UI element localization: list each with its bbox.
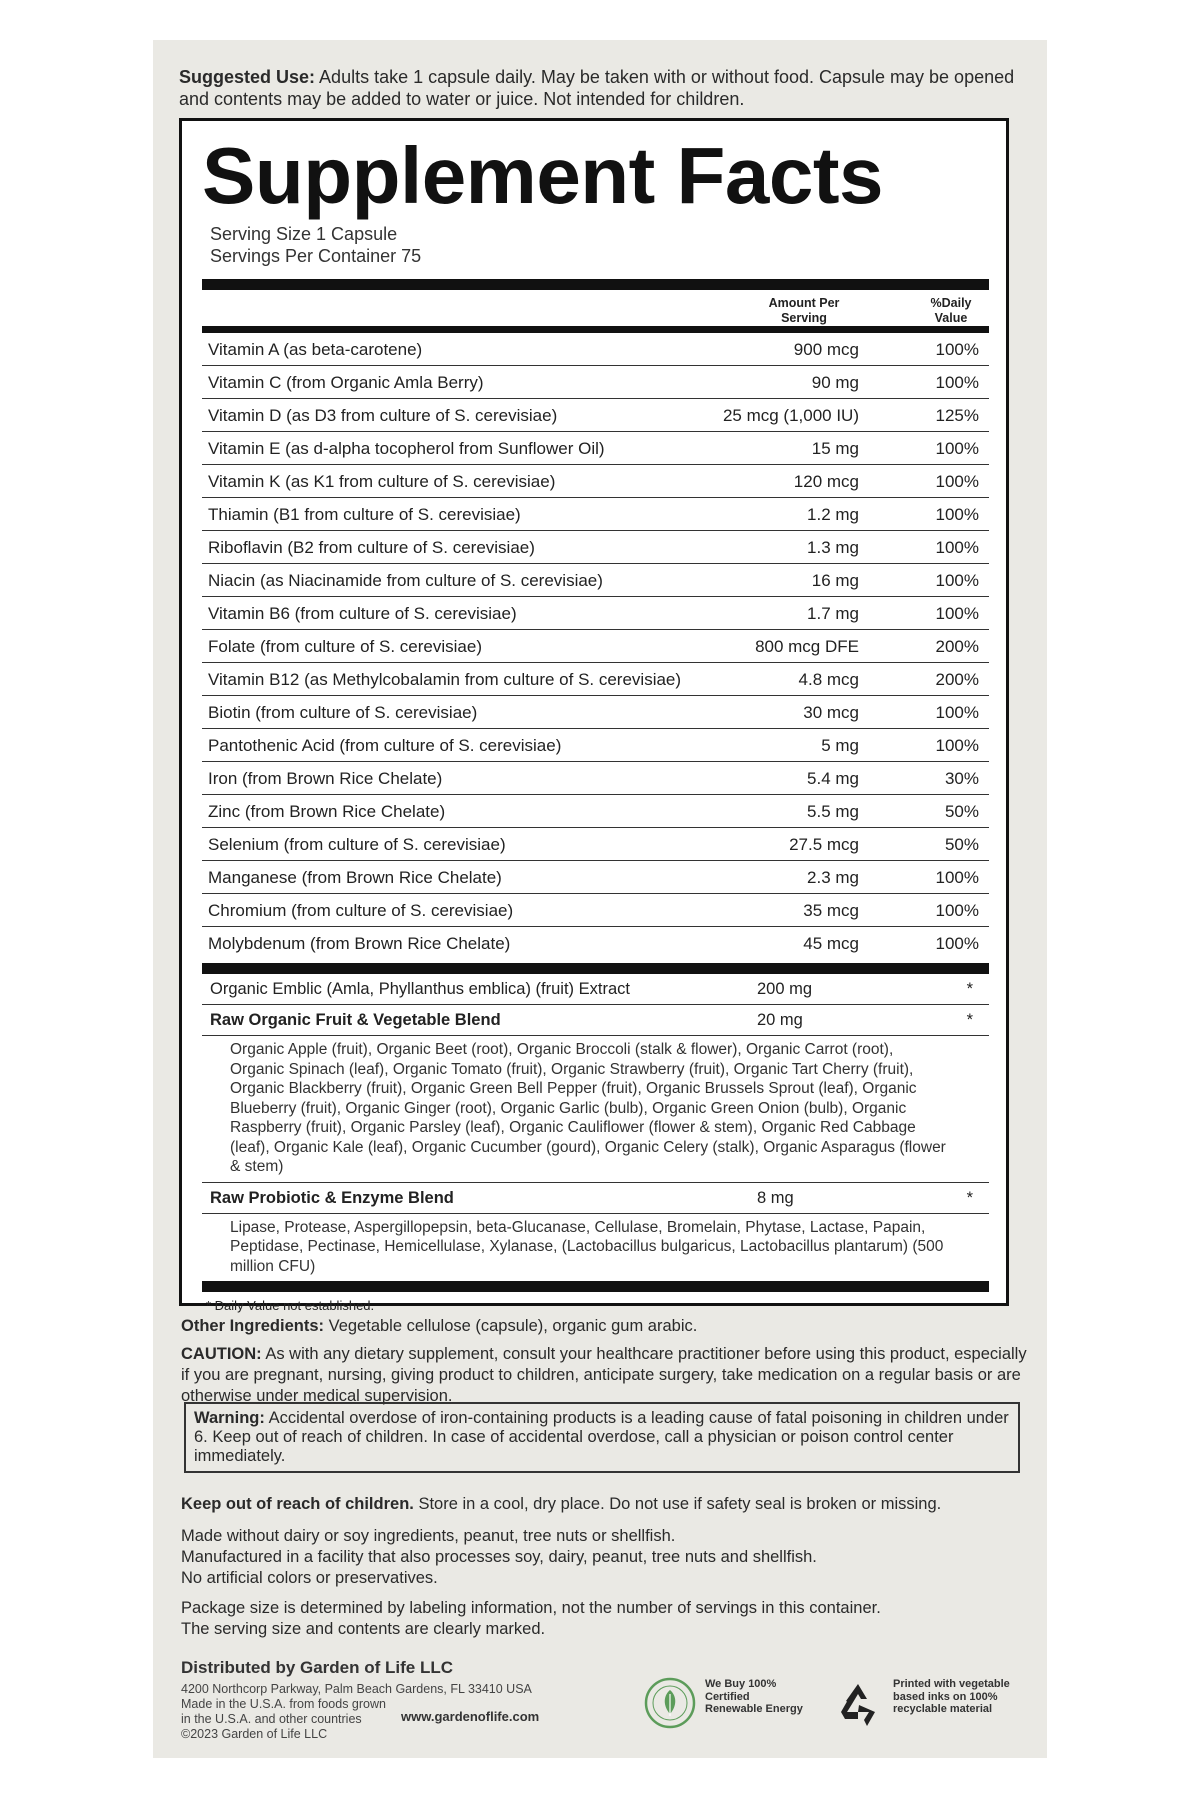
allergen-line-3: No artificial colors or preservatives. [181, 1569, 438, 1587]
nutrient-dv: 100% [935, 373, 979, 392]
distributor-copyright: ©2023 Garden of Life LLC [181, 1727, 328, 1741]
dv-header: %Daily Value [930, 296, 972, 325]
nutrient-row [202, 564, 989, 597]
suggested-use [179, 66, 1021, 110]
label-panel [153, 40, 1047, 1758]
distributor-made-in: Made in the U.S.A. from foods grown in the U.S.A. and other countries [181, 1697, 386, 1726]
nutrient-dv: 50% [944, 835, 979, 854]
nutrient-row [202, 597, 989, 630]
fruit-blend-ingredients: Organic Apple (fruit), Organic Beet (root), Organic Broccoli (stalk & flower), Organic Carrot (root), Organic Spinach (leaf), Organic Tomato (fruit), Organic Strawberry (fruit), Organic Tart Cherry (fruit), Organic Blackberry (fruit), Organic Green Bell Pepper (fruit), Organic Brussels Sprout (leaf), Organic Blueberry (fruit), Organic Ginger (root), Organic Garlic (bulb), Organic Green Onion (bulb), Organic Raspberry (fruit), Organic Parsley (leaf), Organic Cauliflower (flower & stem), Organic Red Cabbage (leaf), Organic Kale (leaf), Organic Cucumber (gourd), Organic Celery (stalk), Organic Asparagus (flower & stem) [202, 1036, 989, 1183]
nutrient-amount: 2.3 mg [807, 868, 859, 887]
nutrient-dv: 30% [944, 769, 979, 788]
probiotic-blend-amount: 8 mg [757, 1188, 794, 1207]
nutrient-name: Niacin (as Niacinamide from culture of S. cerevisiae) [208, 571, 603, 590]
nutrient-amount: 30 mcg [803, 703, 859, 722]
nutrient-row [202, 927, 989, 959]
nutrient-dv: 100% [935, 868, 979, 887]
nutrient-amount: 5.4 mg [807, 769, 859, 788]
supplement-facts-panel [179, 118, 1009, 1313]
facts-title: Supplement Facts [202, 131, 884, 220]
nutrient-row [202, 696, 989, 729]
allergen-line-1: Made without dairy or soy ingredients, peanut, tree nuts or shellfish. [181, 1527, 676, 1545]
nutrient-row [202, 663, 989, 696]
nutrient-name: Vitamin A (as beta-carotene) [208, 340, 423, 359]
nutrient-amount: 45 mcg [803, 934, 859, 953]
serving-info [202, 223, 989, 267]
probiotic-blend-ingredients: Lipase, Protease, Aspergillopepsin, beta-Glucanase, Cellulase, Bromelain, Phytase, Lactase, Papain, Peptidase, Pectinase, Hemicellulase, Xylanase, (Lactobacillus bulgaricus, Lactobacillus plantarum) (500 million CFU) [230, 1218, 944, 1275]
probiotic-blend-dv: * [966, 1188, 973, 1207]
nutrient-amount: 90 mg [811, 373, 859, 392]
nutrient-dv: 100% [935, 439, 979, 458]
nutrient-amount: 1.2 mg [807, 505, 859, 524]
probiotic-blend-name: Raw Probiotic & Enzyme Blend [210, 1188, 454, 1207]
fruit-blend-name: Raw Organic Fruit & Vegetable Blend [210, 1011, 501, 1029]
nutrient-name: Chromium (from culture of S. cerevisiae) [208, 901, 514, 920]
fruit-blend-row [202, 1005, 989, 1036]
nutrient-row [202, 498, 989, 531]
recycle-badge-text: Printed with vegetable based inks on 100% recyclable material [893, 1678, 1010, 1715]
nutrient-amount: 900 mcg [793, 340, 859, 359]
nutrient-dv: 100% [935, 703, 979, 722]
nutrient-name: Biotin (from culture of S. cerevisiae) [208, 703, 478, 722]
thick-divider [202, 1281, 989, 1292]
nutrient-name: Selenium (from culture of S. cerevisiae) [208, 835, 506, 854]
nutrient-amount: 35 mcg [803, 901, 859, 920]
recycle-icon [831, 1678, 885, 1732]
nutrient-dv: 200% [935, 637, 979, 656]
nutrient-name: Vitamin B12 (as Methylcobalamin from culture of S. cerevisiae) [208, 670, 682, 689]
warning-label: Warning: [194, 1409, 265, 1427]
emblic-dv: * [966, 980, 973, 998]
keep-out-of-reach [181, 1494, 1031, 1515]
suggested-use-label: Suggested Use: [179, 67, 316, 87]
other-ingredients-label: Other Ingredients: [181, 1317, 325, 1335]
suggested-use-text: Adults take 1 capsule daily. May be taken with or without food. Capsule may be opened and contents may be added to water or juice. Not intended for children. [179, 67, 1015, 109]
nutrient-name: Molybdenum (from Brown Rice Chelate) [208, 934, 511, 953]
nutrient-name: Manganese (from Brown Rice Chelate) [208, 868, 502, 887]
nutrient-dv: 100% [935, 934, 979, 953]
distributor-block [181, 1658, 621, 1742]
column-header [202, 290, 989, 326]
nutrient-name: Vitamin K (as K1 from culture of S. cerevisiae) [208, 472, 556, 491]
distributor-heading: Distributed by Garden of Life LLC [181, 1658, 454, 1677]
emblic-name: Organic Emblic (Amla, Phyllanthus emblica) (fruit) Extract [210, 980, 630, 998]
nutrient-dv: 100% [935, 340, 979, 359]
fruit-blend-amount: 20 mg [757, 1011, 803, 1029]
nutrient-dv: 100% [935, 604, 979, 623]
nutrient-amount: 15 mg [811, 439, 859, 458]
nutrient-dv: 100% [935, 736, 979, 755]
nutrient-name: Vitamin B6 (from culture of S. cerevisiae) [208, 604, 517, 623]
nutrient-dv: 100% [935, 505, 979, 524]
package-line-2: The serving size and contents are clearly marked. [181, 1620, 546, 1638]
nutrient-row [202, 894, 989, 927]
nutrient-name: Pantothenic Acid (from culture of S. cerevisiae) [208, 736, 562, 755]
nutrient-amount: 4.8 mcg [798, 670, 859, 689]
nutrient-row [202, 333, 989, 366]
green-energy-seal-icon [643, 1676, 697, 1730]
nutrient-row [202, 762, 989, 795]
nutrient-amount: 1.3 mg [807, 538, 859, 557]
nutrient-row [202, 861, 989, 894]
warning-text: Accidental overdose of iron-containing products is a leading cause of fatal poisoning in children under 6. Keep out of reach of children. In case of accidental overdose, call a physician or poison control center immediately. [194, 1409, 1009, 1465]
thick-divider [202, 279, 989, 290]
emblic-amount: 200 mg [757, 980, 813, 998]
nutrient-name: Vitamin E (as d-alpha tocopherol from Sunflower Oil) [208, 439, 605, 458]
nutrient-dv: 100% [935, 538, 979, 557]
caution [181, 1344, 1031, 1407]
other-ingredients [181, 1316, 1031, 1337]
nutrient-row [202, 630, 989, 663]
nutrient-row [202, 828, 989, 861]
package-info [181, 1598, 1031, 1640]
medium-divider [202, 326, 989, 333]
iron-warning-box [184, 1402, 1020, 1473]
nutrient-dv: 100% [935, 571, 979, 590]
nutrient-amount: 800 mcg DFE [755, 637, 859, 656]
website-link[interactable]: www.gardenoflife.com [401, 1709, 540, 1724]
nutrient-table [202, 333, 989, 959]
nutrient-name: Vitamin C (from Organic Amla Berry) [208, 373, 484, 392]
distributor-address: 4200 Northcorp Parkway, Palm Beach Gardens, FL 33410 USA [181, 1682, 532, 1696]
nutrient-amount: 16 mg [811, 571, 859, 590]
nutrient-name: Riboflavin (B2 from culture of S. cerevisiae) [208, 538, 535, 557]
nutrient-row [202, 465, 989, 498]
nutrient-amount: 1.7 mg [807, 604, 859, 623]
nutrient-dv: 200% [935, 670, 979, 689]
nutrient-row [202, 432, 989, 465]
nutrient-name: Vitamin D (as D3 from culture of S. cerevisiae) [208, 406, 558, 425]
energy-badge-text: We Buy 100% Certified Renewable Energy [705, 1678, 803, 1715]
other-ingredients-text: Vegetable cellulose (capsule), organic gum arabic. [328, 1317, 698, 1335]
nutrient-name: Zinc (from Brown Rice Chelate) [208, 802, 446, 821]
keep-out-text: Store in a cool, dry place. Do not use if safety seal is broken or missing. [418, 1495, 942, 1513]
allergen-line-2: Manufactured in a facility that also processes soy, dairy, peanut, tree nuts and shellfish. [181, 1548, 817, 1566]
caution-label: CAUTION: [181, 1345, 262, 1363]
nutrient-amount: 27.5 mcg [789, 835, 859, 854]
fruit-blend-dv: * [966, 1011, 973, 1029]
nutrient-amount: 5.5 mg [807, 802, 859, 821]
nutrient-amount: 5 mg [821, 736, 859, 755]
nutrient-dv: 125% [935, 406, 979, 425]
serving-size: Serving Size 1 Capsule [210, 224, 398, 244]
nutrient-dv: 50% [944, 802, 979, 821]
keep-out-label: Keep out of reach of children. [181, 1495, 414, 1513]
nutrient-name: Iron (from Brown Rice Chelate) [208, 769, 443, 788]
nutrient-row [202, 729, 989, 762]
nutrient-row [202, 531, 989, 564]
nutrient-name: Folate (from culture of S. cerevisiae) [208, 637, 482, 656]
package-line-1: Package size is determined by labeling information, not the number of servings in this container. [181, 1599, 881, 1617]
dv-footnote: * Daily Value not established. [206, 1298, 375, 1313]
caution-text: As with any dietary supplement, consult your healthcare practitioner before using this product, especially if you are pregnant, nursing, giving product to children, anticipate surgery, take medication on a regular basis or are otherwise under medical supervision. [181, 1345, 1027, 1405]
nutrient-row [202, 795, 989, 828]
nutrient-row [202, 399, 989, 432]
nutrient-amount: 25 mcg (1,000 IU) [722, 406, 859, 425]
probiotic-blend-row [202, 1183, 989, 1214]
amount-header: Amount Per Serving [768, 296, 840, 325]
nutrient-row [202, 366, 989, 399]
nutrient-name: Thiamin (B1 from culture of S. cerevisiae) [208, 505, 521, 524]
allergen-info [181, 1526, 1031, 1589]
thick-divider [202, 963, 989, 974]
nutrient-amount: 120 mcg [793, 472, 859, 491]
emblic-row [202, 974, 989, 1005]
servings-per-container: Servings Per Container 75 [210, 246, 422, 266]
nutrient-dv: 100% [935, 472, 979, 491]
nutrient-dv: 100% [935, 901, 979, 920]
